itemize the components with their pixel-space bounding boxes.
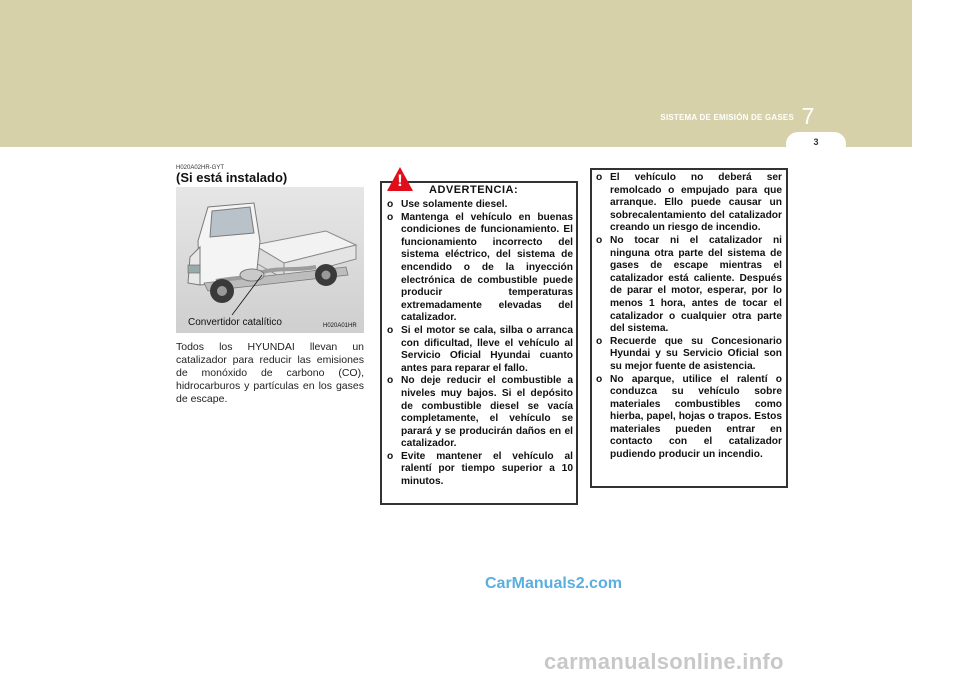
list-item: [387, 199, 573, 212]
bullet-marker: o: [596, 234, 603, 246]
bullet-marker: o: [387, 450, 394, 462]
intro-paragraph: Todos los HYUNDAI llevan un catalizador para reducir las emisiones de monóxido de carbono (CO), hidrocarburos y partículas en los gases de escape.: [176, 341, 364, 405]
watermark-footer: carmanualsonline.info: [544, 649, 784, 674]
warning-title: ADVERTENCIA:: [429, 184, 519, 196]
bullet-marker: o: [596, 335, 603, 347]
list-item: [387, 325, 573, 375]
catalytic-converter-shape: [240, 269, 264, 281]
figure-caption: Convertidor catalítico: [188, 317, 282, 328]
page-number-tab: 3: [786, 132, 846, 156]
bullet-marker: o: [387, 211, 394, 223]
list-item: [387, 212, 573, 325]
section-title: SISTEMA DE EMISIÓN DE GASES: [660, 113, 794, 122]
truck-illustration: [176, 187, 364, 333]
bullet-marker: o: [387, 375, 394, 387]
header-band: [0, 0, 912, 147]
list-item-text: No deje reducir el combustible a niveles muy bajos. Si el depósito de combustible diesel se vacía completamente, el vehículo se parará y se producirán daños en el catalizador.: [401, 375, 573, 450]
bullet-marker: o: [596, 373, 603, 385]
figure-code: H020A01HR: [323, 323, 357, 329]
list-item-text: No aparque, utilice el ralentí o conduzca su vehículo sobre materiales combustibles como hierba, papel, hojas o trapos. Estos materiales pueden entrar en contacto con el catalizador pudiendo producir un incendio.: [610, 373, 782, 461]
list-item: [596, 336, 782, 374]
list-item-text: Recuerde que su Concesionario Hyundai y su Servicio Oficial son su mejor fuente de asistencia.: [610, 335, 782, 372]
list-item-text: No tocar ni el catalizador ni ninguna otra parte del sistema de gases de escape mientras el catalizador está caliente. Después de parar el motor, esperar, por lo menos 1 hora, antes de tocar el catalizador o cualquier otra parte del sistema.: [610, 234, 782, 335]
list-item: [596, 172, 782, 235]
catalytic-converter-figure: [176, 187, 364, 333]
watermark-link[interactable]: CarManuals2.com: [485, 575, 622, 592]
list-item-text: El vehículo no deberá ser remolcado o empujado para que arranque. Ello puede causar un sobrecalentamiento del catalizador creando un riesgo de incendio.: [610, 172, 782, 234]
list-item: [387, 375, 573, 451]
list-item: [596, 374, 782, 462]
windshield: [210, 207, 254, 237]
warning-list: [387, 199, 573, 489]
bullet-marker: o: [387, 199, 394, 210]
exclamation-icon: !: [397, 171, 403, 190]
list-item-text: Use solamente diesel.: [401, 199, 508, 210]
list-item: [387, 451, 573, 489]
list-item: [596, 235, 782, 336]
list-item-text: Mantenga el vehículo en buenas condiciones de funcionamiento. El funcionamiento incorrecto del sistema eléctrico, del sistema de encendido o de la inyección electrónica de combustible puede producir temperaturas extremadamente elevadas del catalizador.: [401, 211, 573, 324]
section-code: H020A02HR-GYT: [176, 165, 225, 171]
section-heading: (Si está instalado): [176, 170, 288, 185]
list-item-text: Evite mantener el vehículo al ralentí por tiempo superior a 10 minutos.: [401, 450, 573, 488]
bullet-marker: o: [387, 324, 394, 336]
chapter-number: 7: [801, 103, 815, 129]
bullet-marker: o: [596, 172, 603, 183]
continuation-list: [596, 172, 782, 462]
list-item-text: Si el motor se cala, silba o arranca con dificultad, lleve el vehículo al Servicio Oficial Hyundai cuanto antes para reparar el fallo.: [401, 324, 573, 374]
